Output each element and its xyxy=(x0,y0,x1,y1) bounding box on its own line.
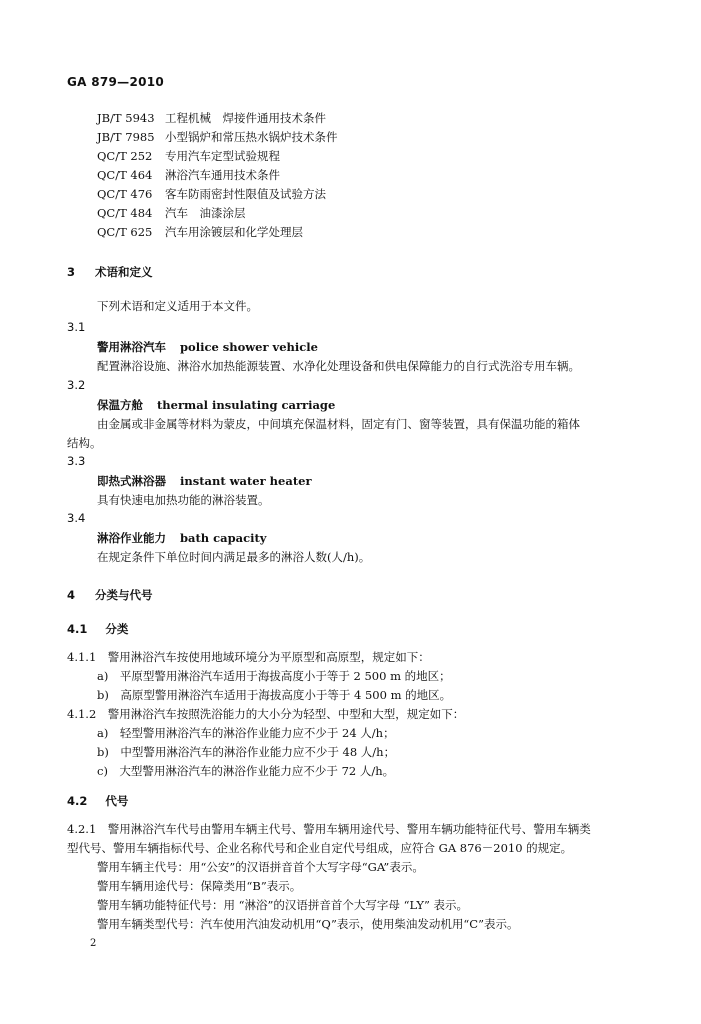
term-number: 3.3 xyxy=(67,454,86,468)
term-zh: 淋浴作业能力 xyxy=(97,531,166,545)
term-definition: 由金属或非金属等材料为蒙皮，中间填充保温材料，固定有门、窗等装置，具有保温功能的箱体 xyxy=(97,417,580,431)
term-zh: 警用淋浴汽车 xyxy=(97,340,166,354)
term-heading xyxy=(97,397,335,413)
clause-4-1-1: 4.1.1 警用淋浴汽车按使用地域环境分为平原型和高原型，规定如下： xyxy=(67,650,430,664)
reference-item xyxy=(97,167,280,183)
term-heading xyxy=(97,339,318,355)
document-header: GA 879—2010 xyxy=(67,75,165,89)
term-definition: 在规定条件下单位时间内满足最多的淋浴人数(人/h)。 xyxy=(97,550,371,564)
term-definition: 具有快速电加热功能的淋浴装置。 xyxy=(97,493,270,507)
clause-4-2-1-continued: 型代号、警用车辆指标代号、企业名称代号和企业自定代号组成，应符合 GA 876－2010 的规定。 xyxy=(67,841,573,855)
clause-4-1-2: 4.1.2 警用淋浴汽车按照洗浴能力的大小分为轻型、中型和大型，规定如下： xyxy=(67,707,465,721)
reference-code: QC/T 484 xyxy=(97,206,153,220)
page-number: 2 xyxy=(90,938,97,949)
reference-code: QC/T 252 xyxy=(97,149,153,163)
subsection-title: 代号 xyxy=(105,794,129,808)
reference-code: QC/T 464 xyxy=(97,168,153,182)
subsection-4-1-heading xyxy=(67,621,128,637)
section-3-heading xyxy=(67,264,153,280)
subsection-number: 4.2 xyxy=(67,794,88,808)
code-rule-main: 警用车辆主代号：用“公安”的汉语拼音首个大写字母“GA”表示。 xyxy=(97,860,424,874)
reference-title: 汽车 油漆涂层 xyxy=(165,206,246,220)
code-rule-type: 警用车辆类型代号：汽车使用汽油发动机用“Q”表示，使用柴油发动机用“C”表示。 xyxy=(97,917,519,931)
subsection-title: 分类 xyxy=(105,622,129,636)
reference-title: 小型锅炉和常压热水锅炉技术条件 xyxy=(165,130,338,144)
subsection-number: 4.1 xyxy=(67,622,88,636)
list-item-a: a) 轻型警用淋浴汽车的淋浴作业能力应不少于 24 人/h； xyxy=(97,726,395,740)
reference-item xyxy=(97,148,280,164)
subsection-4-2-heading xyxy=(67,793,128,809)
term-number: 3.2 xyxy=(67,378,86,392)
reference-code: QC/T 625 xyxy=(97,225,153,239)
section-3-intro: 下列术语和定义适用于本文件。 xyxy=(97,299,258,313)
code-rule-function: 警用车辆功能特征代号：用 “淋浴”的汉语拼音首个大写字母 “LY” 表示。 xyxy=(97,898,468,912)
reference-item xyxy=(97,129,338,145)
list-item-a: a) 平原型警用淋浴汽车适用于海拔高度小于等于 2 500 m 的地区； xyxy=(97,669,451,683)
term-en: instant water heater xyxy=(180,474,312,488)
reference-title: 专用汽车定型试验规程 xyxy=(165,149,280,163)
reference-title: 工程机械 焊接件通用技术条件 xyxy=(165,111,326,125)
term-zh: 即热式淋浴器 xyxy=(97,474,166,488)
reference-title: 淋浴汽车通用技术条件 xyxy=(165,168,280,182)
term-definition: 配置淋浴设施、淋浴水加热能源装置、水净化处理设备和供电保障能力的自行式洗浴专用车辆。 xyxy=(97,359,580,373)
reference-item xyxy=(97,224,303,240)
term-en: police shower vehicle xyxy=(180,340,318,354)
list-item-c: c) 大型警用淋浴汽车的淋浴作业能力应不少于 72 人/h。 xyxy=(97,764,395,778)
term-number: 3.1 xyxy=(67,320,86,334)
reference-code: QC/T 476 xyxy=(97,187,153,201)
section-number: 4 xyxy=(67,588,76,602)
term-en: thermal insulating carriage xyxy=(157,398,336,412)
term-en: bath capacity xyxy=(180,531,267,545)
reference-title: 汽车用涂镀层和化学处理层 xyxy=(165,225,303,239)
section-4-heading xyxy=(67,587,153,603)
reference-item xyxy=(97,205,246,221)
list-item-b: b) 高原型警用淋浴汽车适用于海拔高度小于等于 4 500 m 的地区。 xyxy=(97,688,452,702)
section-title: 术语和定义 xyxy=(95,265,153,279)
reference-title: 客车防雨密封性限值及试验方法 xyxy=(165,187,326,201)
term-heading xyxy=(97,473,312,489)
reference-item xyxy=(97,110,326,126)
section-title: 分类与代号 xyxy=(95,588,153,602)
term-zh: 保温方舱 xyxy=(97,398,143,412)
code-rule-usage: 警用车辆用途代号：保障类用“B”表示。 xyxy=(97,879,302,893)
clause-4-2-1: 4.2.1 警用淋浴汽车代号由警用车辆主代号、警用车辆用途代号、警用车辆功能特征代号、警用车辆类 xyxy=(67,822,591,836)
section-number: 3 xyxy=(67,265,76,279)
reference-item xyxy=(97,186,326,202)
term-number: 3.4 xyxy=(67,511,86,525)
term-heading xyxy=(97,530,266,546)
reference-code: JB/T 7985 xyxy=(97,130,155,144)
term-definition-continued: 结构。 xyxy=(67,436,102,450)
reference-code: JB/T 5943 xyxy=(97,111,155,125)
list-item-b: b) 中型警用淋浴汽车的淋浴作业能力应不少于 48 人/h； xyxy=(97,745,396,759)
